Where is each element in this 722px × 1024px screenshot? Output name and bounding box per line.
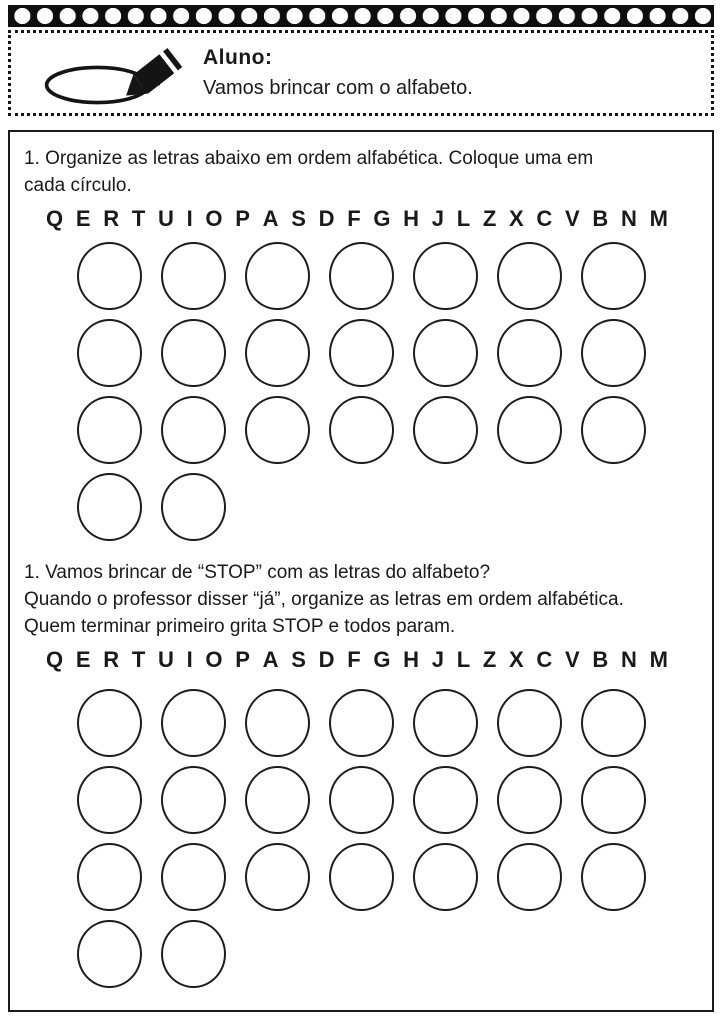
student-name-label: Aluno: <box>203 46 273 69</box>
answer-circle <box>329 319 394 387</box>
alphabet-letter: R <box>103 647 120 672</box>
answer-circle <box>161 689 226 757</box>
answer-circle <box>581 319 646 387</box>
answer-circle <box>77 319 142 387</box>
alphabet-letter: I <box>186 206 193 231</box>
answer-circle <box>329 396 394 464</box>
alphabet-letter: Q <box>46 647 64 672</box>
answer-circle <box>581 689 646 757</box>
answer-circle <box>497 396 562 464</box>
answer-circle <box>245 396 310 464</box>
answer-circle <box>161 920 226 988</box>
activity2-letter-row <box>46 645 668 675</box>
alphabet-letter: E <box>75 647 91 672</box>
instruction-line: 1. Vamos brincar de “STOP” com as letras do alfabeto? <box>24 562 491 583</box>
alphabet-letter: B <box>592 647 609 672</box>
instruction-line: cada círculo. <box>24 175 132 196</box>
alphabet-letter: L <box>456 206 471 231</box>
answer-circle <box>497 242 562 310</box>
answer-circle <box>581 396 646 464</box>
answer-circle <box>413 689 478 757</box>
alphabet-letter: D <box>318 206 335 231</box>
answer-circle <box>497 766 562 834</box>
answer-circle <box>245 689 310 757</box>
answer-circle <box>77 396 142 464</box>
alphabet-letter: G <box>373 647 391 672</box>
alphabet-letter: B <box>592 206 609 231</box>
alphabet-letter: M <box>649 206 668 231</box>
alphabet-letter: A <box>262 647 279 672</box>
activity1-instruction <box>24 145 712 199</box>
answer-circle <box>329 766 394 834</box>
answer-circle <box>245 843 310 911</box>
activity1-answer-grid <box>77 242 651 541</box>
answer-circle <box>581 843 646 911</box>
instruction-line: Quando o professor disser “já”, organize as letras em ordem alfabética. <box>24 589 624 610</box>
alphabet-letter: V <box>565 206 580 231</box>
answer-circle <box>581 766 646 834</box>
answer-circle <box>413 843 478 911</box>
alphabet-letter: J <box>431 647 445 672</box>
pencil-drawing-oval-icon <box>39 37 189 109</box>
answer-circle <box>329 689 394 757</box>
answer-circle <box>413 766 478 834</box>
alphabet-letter: E <box>75 206 91 231</box>
alphabet-letter: D <box>318 647 335 672</box>
alphabet-letter: O <box>205 206 223 231</box>
alphabet-letter: I <box>186 647 193 672</box>
alphabet-letter: U <box>157 647 174 672</box>
answer-circle <box>77 473 142 541</box>
answer-circle <box>77 689 142 757</box>
alphabet-letter: G <box>373 206 391 231</box>
alphabet-letter: T <box>131 647 146 672</box>
alphabet-letter: P <box>235 647 250 672</box>
answer-circle <box>161 766 226 834</box>
answer-circle <box>413 242 478 310</box>
instruction-line: 1. Organize as letras abaixo em ordem alfabética. Coloque uma em <box>24 148 594 169</box>
answer-circle <box>161 473 226 541</box>
answer-circle <box>581 242 646 310</box>
activities-container <box>8 130 714 1012</box>
activity2-instruction <box>24 559 712 640</box>
answer-circle <box>329 242 394 310</box>
answer-circle <box>161 396 226 464</box>
answer-circle <box>413 396 478 464</box>
answer-circle <box>161 242 226 310</box>
alphabet-letter: N <box>621 206 637 231</box>
alphabet-letter: U <box>157 206 174 231</box>
answer-circle <box>497 319 562 387</box>
alphabet-letter: C <box>536 647 553 672</box>
alphabet-letter: F <box>347 647 361 672</box>
answer-circle <box>161 843 226 911</box>
decorative-border-top <box>8 5 714 27</box>
alphabet-letter: F <box>347 206 361 231</box>
alphabet-letter: X <box>509 206 524 231</box>
alphabet-letter: Z <box>482 206 497 231</box>
answer-circle <box>245 319 310 387</box>
answer-circle <box>77 843 142 911</box>
alphabet-letter: S <box>291 206 306 231</box>
answer-circle <box>77 920 142 988</box>
alphabet-letter: L <box>456 647 471 672</box>
activity2-answer-grid <box>77 689 651 988</box>
answer-circle <box>497 843 562 911</box>
alphabet-letter: O <box>205 647 223 672</box>
answer-circle <box>497 689 562 757</box>
alphabet-letter: Z <box>482 647 497 672</box>
alphabet-letter: X <box>509 647 524 672</box>
alphabet-letter: M <box>649 647 668 672</box>
alphabet-letter: Q <box>46 206 64 231</box>
answer-circle <box>245 766 310 834</box>
alphabet-letter: J <box>431 206 445 231</box>
header-text <box>203 46 473 100</box>
answer-circle <box>161 319 226 387</box>
alphabet-letter: A <box>262 206 279 231</box>
alphabet-letter: N <box>621 647 637 672</box>
alphabet-letter: P <box>235 206 250 231</box>
worksheet-subtitle: Vamos brincar com o alfabeto. <box>203 77 473 99</box>
student-name-header <box>8 30 714 116</box>
answer-circle <box>77 242 142 310</box>
alphabet-letter: S <box>291 647 306 672</box>
answer-circle <box>329 843 394 911</box>
alphabet-letter: T <box>131 206 146 231</box>
instruction-line: Quem terminar primeiro grita STOP e todos param. <box>24 616 456 637</box>
answer-circle <box>77 766 142 834</box>
alphabet-letter: V <box>565 647 580 672</box>
alphabet-letter: H <box>403 206 420 231</box>
answer-circle <box>413 319 478 387</box>
alphabet-letter: R <box>103 206 120 231</box>
alphabet-letter: C <box>536 206 553 231</box>
activity1-letter-row <box>46 204 668 234</box>
answer-circle <box>245 242 310 310</box>
alphabet-letter: H <box>403 647 420 672</box>
